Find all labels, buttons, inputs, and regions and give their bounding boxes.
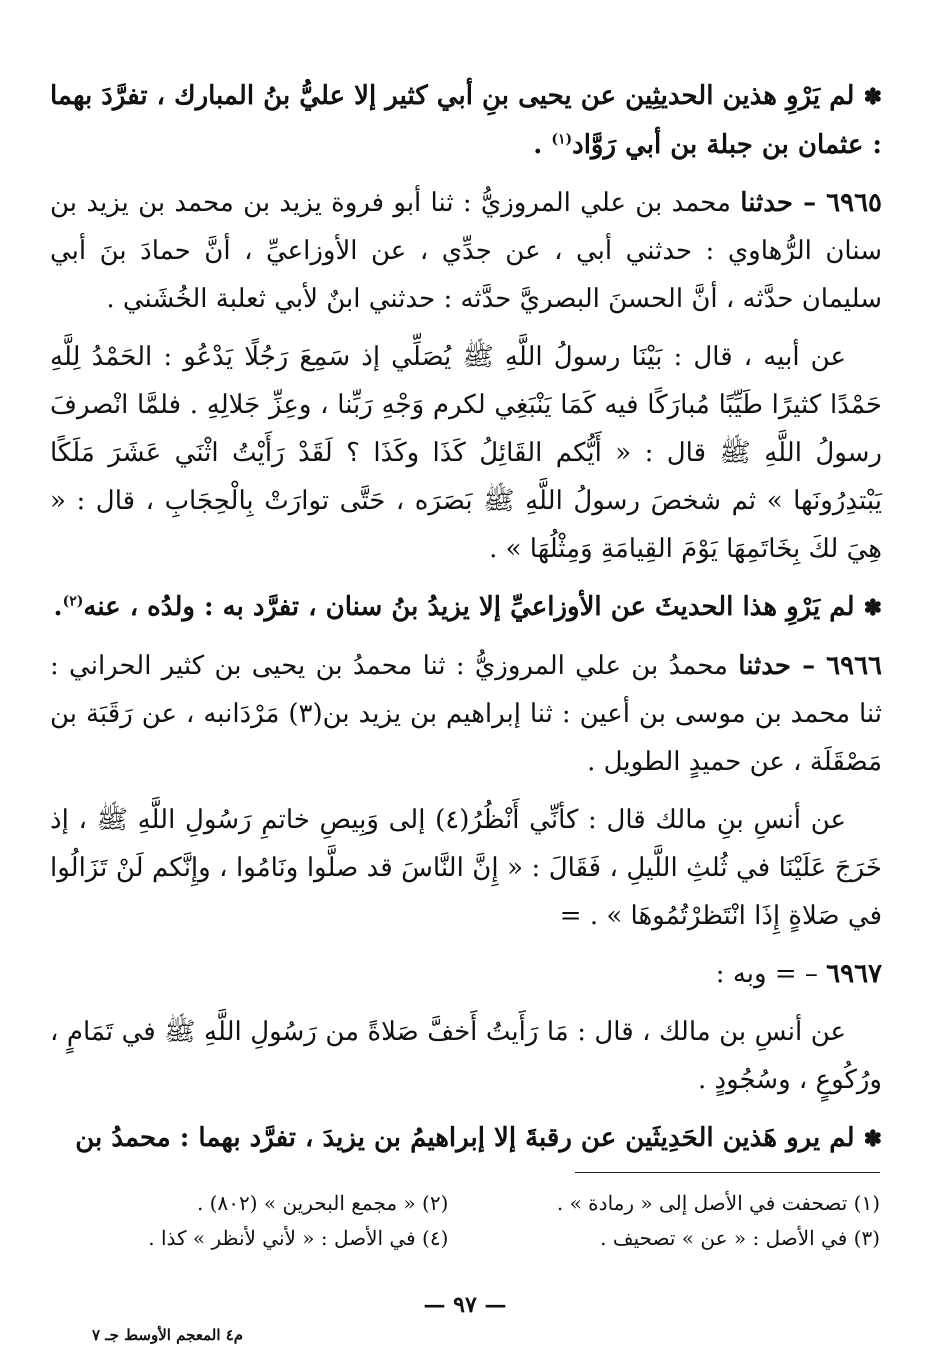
footnotes: [50, 1186, 880, 1256]
footnote-ref: (١): [551, 131, 573, 148]
footnote-divider: [575, 1172, 880, 1173]
hadith-6967-isnad: ٦٩٦٧ – = وبه :: [715, 959, 882, 989]
hadith-number: ٦٩٦٥ – حدثنا: [740, 188, 883, 218]
hadith-6967-matn: عن أنسِ بن مالك ، قال : مَا رَأَيتُ أَخفَّ صَلاةً من رَسُولِ اللَّهِ ﷺ في تَمَامٍ ، ورُكُوعٍ ، وسُجُودٍ .: [50, 1017, 882, 1095]
asterisk-icon: ✽: [863, 1126, 882, 1152]
footnote-3: (٣) في الأصل : « عن » تصحيف .: [600, 1226, 880, 1250]
hadith-6965-matn: عن أبيه ، قال : بَيْنَا رسولُ اللَّهِ ﷺ يُصَلِّي إذ سَمِعَ رَجُلًا يَدْعُو : الحَمْدُ لِلَّهِ حَمْدًا كثيرًا طَيِّبًا مُبارَكًا فيه كَمَا يَنْبَغِي لكرم وَجْهِ رَبِّنا ، وعِزِّ جَلالِهِ . فلمَّا انْصرفَ رسولُ اللَّهِ ﷺ قال : « أَيُّكم القَائِلُ كَذَا وكَذَا ؟ لَقَدْ رَأَيْتُ اثْنَي عَشَرَ مَلَكًا يَبْتدِرُونَها » ثم شخصَ رسولُ اللَّهِ ﷺ بَصَرَه ، حَتَّى توارَتْ بِالْحِجَابِ ، قال : « هِيَ لكَ بِخَاتَمِهَا يَوْمَ القِيامَةِ وَمِثْلُهَا » .: [50, 342, 882, 564]
footnote-2: (٢) « مجمع البحرين » (٨٠٢) .: [196, 1191, 449, 1215]
footnote-4: (٤) في الأصل : « لأني لأنظر » كذا .: [148, 1226, 449, 1250]
hadith-6965-isnad: ٦٩٦٥ – حدثنا محمد بن علي المروزيُّ : ثنا أبو فروة يزيد بن محمد بن يزيد بن سنان الرُّهاوي : حدثني أبي ، عن جدِّي ، عن الأوزاعيِّ ، أنَّ حمادَ بنَ أبي سليمان حدَّثه ، أنَّ الحسنَ البصريَّ حدَّثه : حدثني ابنٌ لأبي ثعلبة الخُشَني .: [50, 188, 883, 314]
hadith-number: ٦٩٦٧: [826, 959, 882, 989]
hadith-number: ٦٩٦٦ – حدثنا: [738, 651, 882, 681]
hadith-6966-matn: عن أنسِ بنِ مالك قال : كأنِّي أَنْظُرُ(٤) إلى وَبِيصِ خاتمِ رَسُولِ اللَّهِ ﷺ ، إذ خَرَجَ عَلَيْنَا في ثُلثِ اللَّيلِ ، فَقَالَ : « إِنَّ النَّاسَ قد صلَّوا ونَامُوا ، وإِنَّكم لَنْ تَزَالُوا في صَلاةٍ إِذَا انْتَظرْتُمُوهَا » . =: [50, 805, 882, 931]
main-text: [50, 72, 882, 1173]
editor-notice-3: ✽ لم يرو هَذين الحَدِيثَين عن رقبةَ إلا إبراهيمُ بن يزيدَ ، تفرَّد بهما : محمدُ بن: [75, 1123, 882, 1153]
footnote-1: (١) تصحفت في الأصل إلى « رمادة » .: [556, 1191, 880, 1215]
hadith-6966-isnad: ٦٩٦٦ – حدثنا محمدُ بن علي المروزيُّ : ثنا محمدُ بن يحيى بن كثير الحراني : ثنا محمد بن موسى بن أعين : ثنا إبراهيم بن يزيد بن(٣) مَرْدَانبه ، عن رَقَبَة بن مَصْقَلَة ، عن حميدٍ الطويل .: [50, 651, 882, 777]
asterisk-icon: ✽: [863, 84, 882, 110]
page-number: — ٩٧ —: [423, 1292, 507, 1318]
footnote-row: [50, 1221, 880, 1256]
footnote-row: [50, 1186, 880, 1221]
editor-notice-1: ✽ لم يَرْوِ هذين الحديثِين عن يحيى بنِ أبي كثير إلا عليُّ بنُ المبارك ، تفرَّدَ بهما : عثمان بن جبلة بن أبي رَوَّاد$^{(١)}$ .: [50, 81, 882, 160]
signature-mark: م٤ المعجم الأوسط جـ ٧: [92, 1326, 244, 1344]
editor-notice-2: ✽ لم يَرْوِ هذا الحديثَ عن الأوزاعيِّ إلا يزيدُ بنُ سنان ، تفرَّد به : ولدُه ، عنه$^{(٢)}$.: [53, 592, 882, 622]
asterisk-icon: ✽: [863, 595, 882, 621]
footnote-ref: (٢): [62, 593, 84, 610]
